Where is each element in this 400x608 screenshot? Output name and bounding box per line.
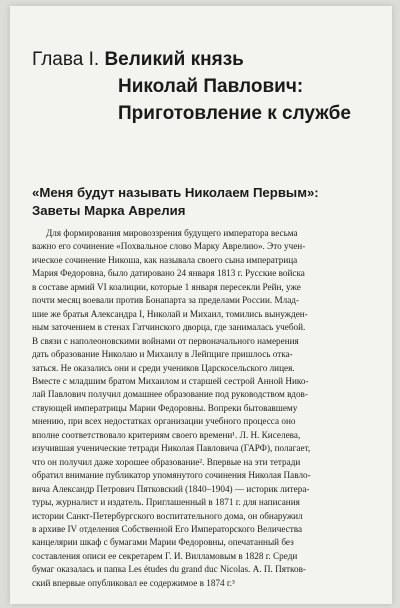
- body-line: дать образование Николаю и Михаилу в Лейпциге пришлось отка-: [32, 349, 293, 360]
- body-line: обратил внимание публикатор упомянутого сочинения Николая Павло-: [32, 470, 311, 481]
- body-line: ическое сочинение Никоша, как называла своего сына императрица: [32, 254, 298, 265]
- chapter-heading: [32, 46, 377, 127]
- body-line: ствующей императрицы Марии Федоровны. Вопреки бытовавшему: [32, 402, 298, 413]
- body-line: ным заточением в стенах Гатчинского дворца, где занималась учебой.: [32, 322, 306, 333]
- body-line: ский впервые опубликовал ее содержимое в 1874 г.³: [32, 577, 235, 588]
- section-title-line-1: «Меня будут называть Николаем Первым»:: [32, 185, 319, 200]
- body-line: в архиве IV отделения Собственной Его Императорского Величества: [32, 523, 303, 534]
- body-line: туры, журналист и издатель. Приглашенный в 1871 г. для написания: [32, 497, 300, 508]
- body-line: Вместе с младшим братом Михаилом и старшей сестрой Анной Нико-: [32, 375, 309, 386]
- body-line: что он получил даже хорошее образование². Впервые на эти тетради: [32, 456, 301, 467]
- body-text: [32, 227, 372, 590]
- body-line: в составе армий VI коалиции, которые 1 января пересекли Рейн, уже: [32, 281, 301, 292]
- body-line: истории Санкт-Петербургского воспитательного дома, он обнаружил: [32, 510, 303, 521]
- chapter-title-line-3: Приготовление к службе: [118, 103, 351, 124]
- body-line: мнению, при всех недостатках организации учебного процесса оно: [32, 416, 296, 427]
- chapter-title-line-2: Николай Павлович:: [118, 76, 304, 97]
- body-line: лай Павлович получил домашнее образование под руководством вдов-: [32, 389, 308, 400]
- body-line: канцелярии шкаф с бумагами Марии Федоровны, опечатанный без: [32, 537, 294, 548]
- body-line: важно его сочинение «Похвальное слово Марку Аврелию». Это учен-: [32, 241, 306, 252]
- body-line: изучившая ученические тетради Николая Павловича (ГАРФ), полагает,: [32, 443, 311, 454]
- body-line: В связи с наполеоновскими войнами от первоначального намерения: [32, 335, 299, 346]
- body-line: шие же братья Александра I, Николай и Михаил, томились вынужден-: [32, 308, 308, 319]
- body-line: вича Александр Петрович Пятковский (1840–1904) — историк литера-: [32, 483, 310, 494]
- book-page: [10, 6, 392, 604]
- body-line: почти месяц воевали против Бонапарта за пределами России. Млад-: [32, 295, 300, 306]
- section-heading: [32, 184, 377, 220]
- body-line: Мария Федоровна, было датировано 24 января 1813 г. Русские войска: [32, 268, 305, 279]
- body-line: заться. Не оказались они и среди учеников Царскосельского лицея.: [32, 362, 295, 373]
- body-line: составления описи ее секретарем Г. И. Вилламовым в 1828 г. Среди: [32, 550, 298, 561]
- chapter-prefix: Глава I.: [32, 49, 100, 70]
- body-line: бумаг оказалась и папка Les études du grand duc Nicolas. А. П. Пятков-: [32, 564, 306, 575]
- section-title-line-2: Заветы Марка Аврелия: [32, 203, 186, 218]
- chapter-title-line-1: Великий князь: [104, 49, 244, 70]
- body-line: вполне соответствовало критериям своего времени¹. Л. Н. Киселева,: [32, 429, 301, 440]
- body-line: Для формирования мировоззрения будущего императора весьма: [46, 228, 298, 238]
